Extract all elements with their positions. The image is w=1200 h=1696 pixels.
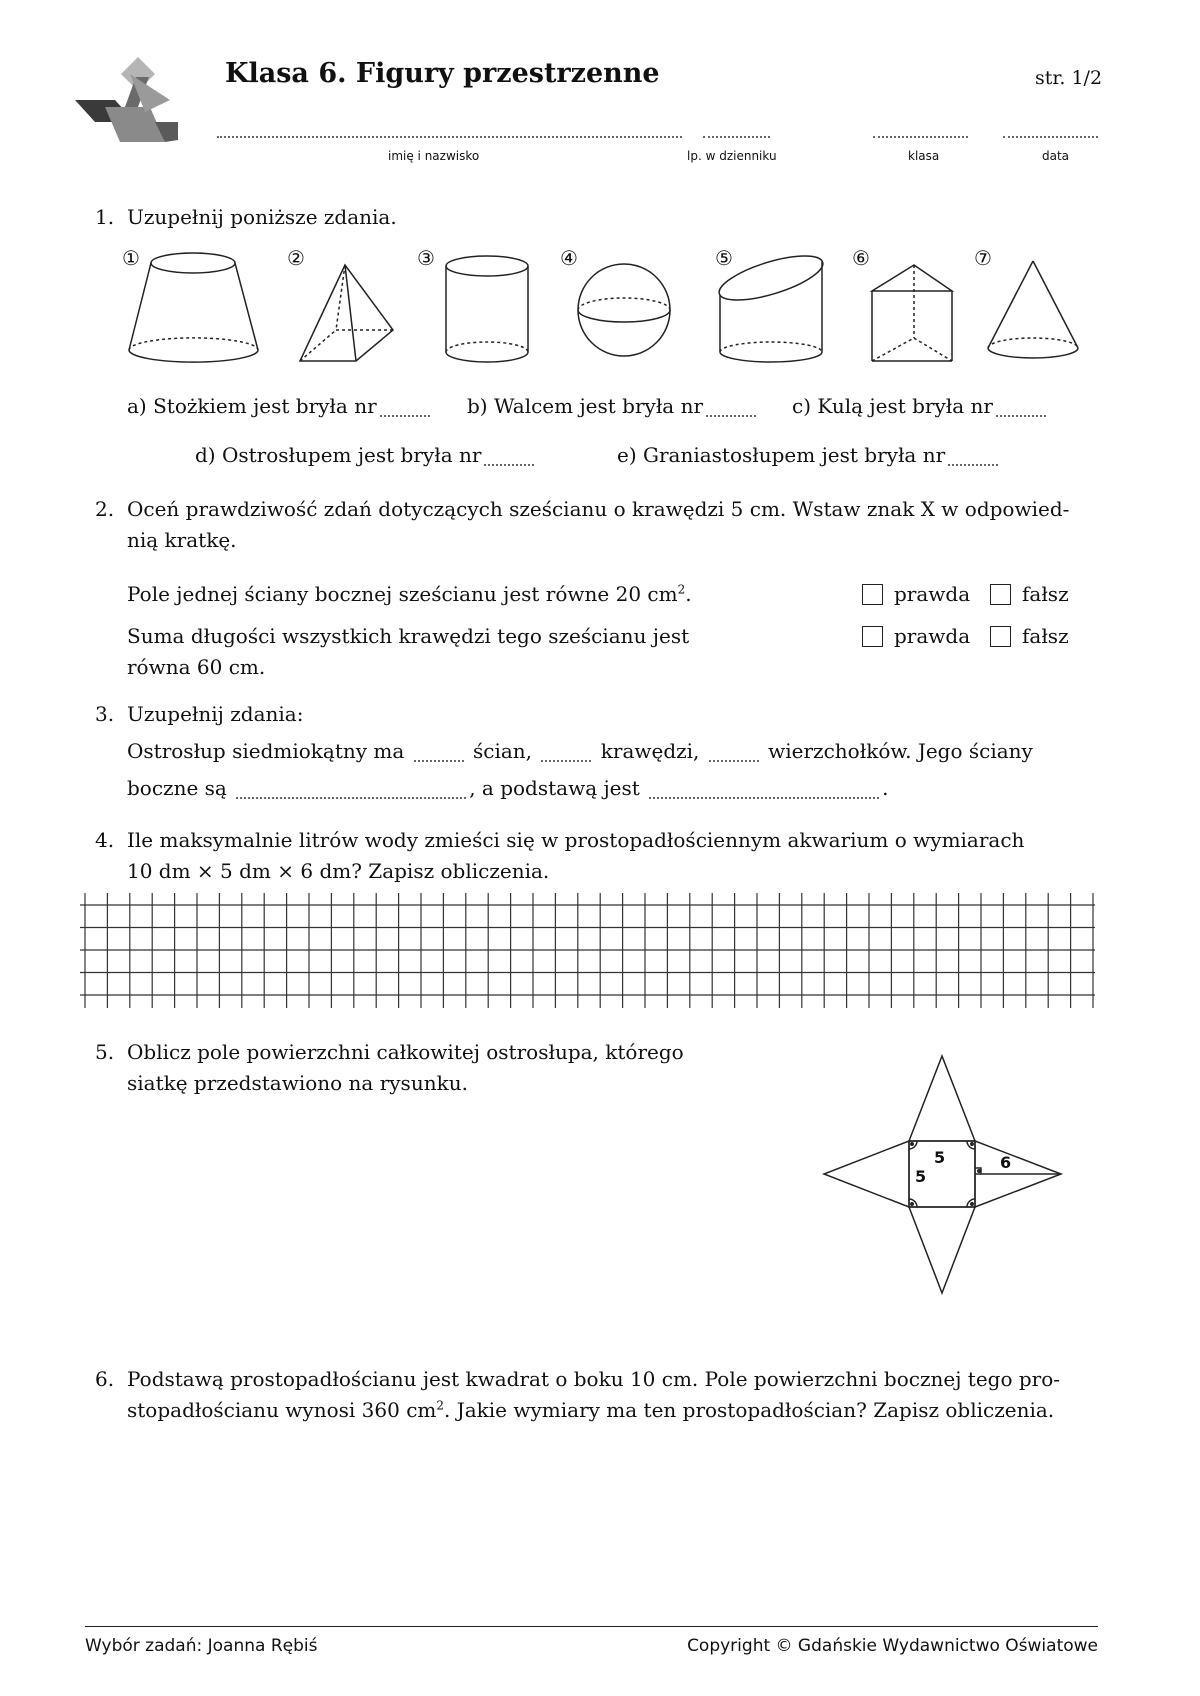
task3-l1a: Ostrosłup siedmiokątny ma [127, 739, 405, 763]
task1-number: 1. [95, 205, 115, 229]
page-number: str. 1/2 [1035, 67, 1103, 89]
class-field-label: klasa [908, 149, 940, 163]
footer-divider [85, 1626, 1098, 1627]
solid-number-4: ④ [560, 246, 578, 270]
task5-line2: siatkę przedstawiono na rysunku. [127, 1071, 468, 1095]
pyramid-net-figure [820, 1052, 1070, 1297]
task1-e [617, 443, 1001, 467]
net-label-left: 5 [915, 1167, 927, 1186]
solid-number-5: ⑤ [715, 246, 733, 270]
cone-solid [986, 258, 1086, 363]
triangular-prism-solid [870, 262, 960, 367]
task1-a [127, 394, 433, 418]
task1-e-blank[interactable] [948, 464, 998, 466]
task1-a-text: a) Stożkiem jest bryła nr [127, 394, 377, 418]
statement2-false-label: fałsz [1022, 624, 1069, 648]
edges-blank[interactable] [541, 760, 591, 762]
task3-number: 3. [95, 702, 115, 726]
class-field-line[interactable] [873, 136, 968, 138]
publisher-logo [75, 52, 185, 144]
footer-copyright: Copyright © Gdańskie Wydawnictwo Oświatowe [687, 1636, 1098, 1656]
net-label-top: 5 [934, 1148, 946, 1167]
statement2-false-checkbox[interactable] [990, 626, 1011, 647]
statement1-true-label: prawda [894, 582, 971, 606]
task2-statement2-line1: Suma długości wszystkich krawędzi tego sześcianu jest [127, 624, 690, 648]
faces-blank[interactable] [414, 760, 464, 762]
calculation-grid[interactable] [80, 893, 1100, 1013]
frustum-solid [125, 250, 265, 365]
task1-d-blank[interactable] [484, 464, 534, 466]
task2-statement1-end: . [685, 582, 692, 606]
task2-statement2-line2: równa 60 cm. [127, 655, 266, 679]
task6-line2 [127, 1398, 1054, 1422]
worksheet-title: Klasa 6. Figury przestrzenne [225, 58, 660, 89]
task5-line1: Oblicz pole powierzchni całkowitej ostrosłupa, którego [127, 1040, 684, 1064]
task6-line2-sup: 2 [436, 1398, 444, 1413]
task1-c-blank[interactable] [996, 415, 1046, 417]
solid-number-7: ⑦ [974, 246, 992, 270]
class-number-field-line[interactable] [703, 136, 770, 138]
base-blank[interactable] [649, 797, 879, 799]
task1-b-blank[interactable] [706, 415, 756, 417]
task1-a-blank[interactable] [380, 415, 430, 417]
task2-instruction-line2: nią kratkę. [127, 528, 237, 552]
task3-l1b: ścian, [473, 739, 533, 763]
task3-l2a: boczne są [127, 776, 227, 800]
task1-d [195, 443, 537, 467]
task2-statement1-sup: 2 [677, 582, 686, 597]
statement1-false-checkbox[interactable] [990, 584, 1011, 605]
task1-c-text: c) Kulą jest bryła nr [792, 394, 993, 418]
net-label-height: 6 [1000, 1153, 1012, 1172]
task3-l1d: wierzchołków. Jego ściany [768, 739, 1033, 763]
task4-number: 4. [95, 828, 115, 852]
class-number-field-label: lp. w dzienniku [687, 149, 777, 163]
task2-statement1-text: Pole jednej ściany bocznej sześcianu jest równe 20 cm [127, 582, 678, 606]
task1-instruction: Uzupełnij poniższe zdania. [127, 205, 397, 229]
task1-b [467, 394, 759, 418]
pyramid-solid [298, 262, 398, 367]
solid-number-1: ① [122, 246, 140, 270]
date-field-label: data [1042, 149, 1070, 163]
task3-l1c: krawędzi, [600, 739, 700, 763]
date-field-line[interactable] [1003, 136, 1098, 138]
statement1-true-checkbox[interactable] [862, 584, 883, 605]
name-field-label: imię i nazwisko [388, 149, 480, 163]
task6-line2a: stopadłościanu wynosi 360 cm [127, 1398, 437, 1422]
solid-number-6: ⑥ [852, 246, 870, 270]
task4-line1: Ile maksymalnie litrów wody zmieści się w prostopadłościennym akwarium o wymiarach [127, 828, 1025, 852]
task2-instruction-line1: Oceń prawdziwość zdań dotyczących sześcianu o krawędzi 5 cm. Wstaw znak X w odpowied- [127, 497, 1070, 521]
task1-c [792, 394, 1049, 418]
task6-number: 6. [95, 1367, 115, 1391]
name-field-line[interactable] [217, 136, 682, 138]
sphere-solid [577, 262, 677, 362]
task1-d-text: d) Ostrosłupem jest bryła nr [195, 443, 482, 467]
task6-line2b: . Jakie wymiary ma ten prostopadłościan? Zapisz obliczenia. [444, 1398, 1055, 1422]
task2-number: 2. [95, 497, 115, 521]
task4-line2: 10 dm × 5 dm × 6 dm? Zapisz obliczenia. [127, 859, 550, 883]
solid-number-3: ③ [417, 246, 435, 270]
task1-b-text: b) Walcem jest bryła nr [467, 394, 704, 418]
statement1-false-label: fałsz [1022, 582, 1069, 606]
task3-l2b: , a podstawą jest [469, 776, 640, 800]
task5-number: 5. [95, 1040, 115, 1064]
task3-line1 [127, 739, 1033, 763]
statement2-true-checkbox[interactable] [862, 626, 883, 647]
cylinder-solid [444, 254, 534, 366]
cut-cylinder-solid [718, 248, 828, 366]
footer-author: Wybór zadań: Joanna Rębiś [85, 1636, 318, 1656]
task3-instruction: Uzupełnij zdania: [127, 702, 304, 726]
task1-e-text: e) Graniastosłupem jest bryła nr [617, 443, 946, 467]
task3-l2c: . [882, 776, 889, 800]
task6-line1: Podstawą prostopadłościanu jest kwadrat o boku 10 cm. Pole powierzchni bocznej tego pro- [127, 1367, 1061, 1391]
side-faces-blank[interactable] [236, 797, 466, 799]
vertices-blank[interactable] [709, 760, 759, 762]
task2-statement1 [127, 582, 692, 606]
statement2-true-label: prawda [894, 624, 971, 648]
task3-line2 [127, 776, 889, 800]
solid-number-2: ② [287, 246, 305, 270]
